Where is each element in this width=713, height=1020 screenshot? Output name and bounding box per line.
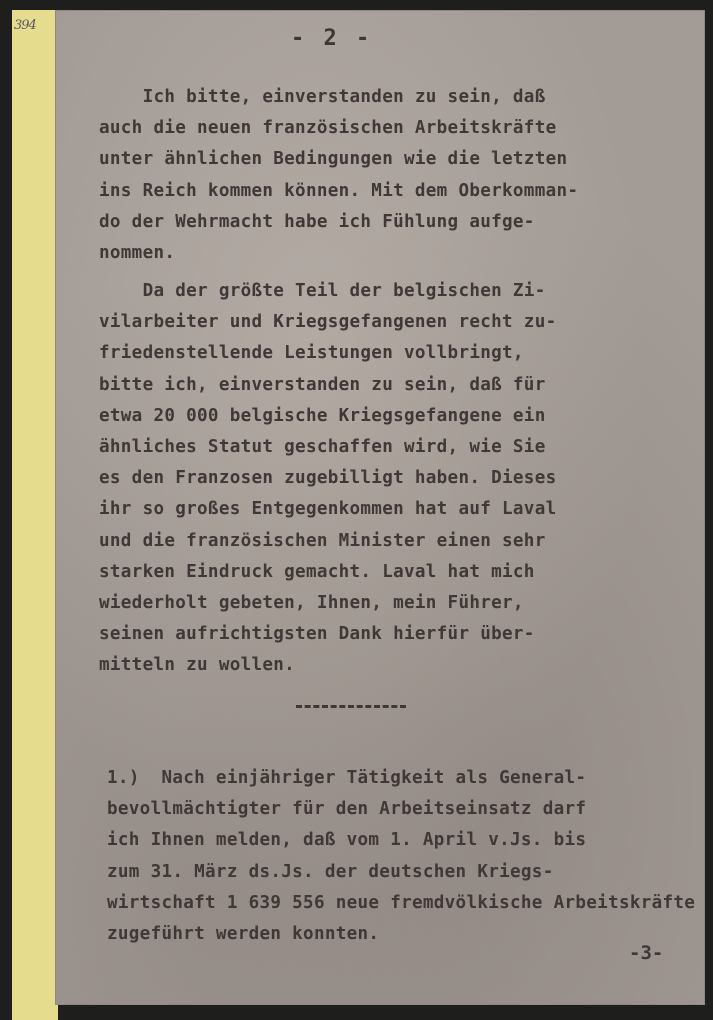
yellow-backing-paper	[12, 10, 58, 1020]
paragraph-report: 1.) Nach einjähriger Tätigkeit als General- bevollmächtigter für den Arbeitseinsatz darf ich Ihnen melden, daß vom 1. April v.Js. bis zum 31. März ds.Js. der deutschen Kriegs- wirtschaft 1 639 556 neue fremdvölkische Arbeitskräfte zugeführt werden konnten.	[107, 768, 696, 945]
section-separator	[296, 705, 406, 718]
paragraph-french-workers: Ich bitte, einverstanden zu sein, daß auch die neuen französischen Arbeitskräfte unter ähnlichen Bedingungen wie die letzten ins Reich kommen können. Mit dem Oberkomman- do der Wehrmacht habe ich Fühlung aufge- nommen.	[99, 87, 579, 264]
document-sheet	[55, 10, 705, 1005]
paragraph-belgian-prisoners: Da der größte Teil der belgischen Zi- vilarbeiter und Kriegsgefangenen recht zu- friedenstellende Leistungen vollbringt, bitte ich, einverstanden zu sein, daß für etwa 20 000 belgische Kriegsgefangene ein ähnliches Statut geschaffen wird, wie Sie es den Franzosen zugebilligt haben. Dieses ihr so großes Entgegenkommen hat auf Laval und die französischen Minister einen sehr starken Eindruck gemacht. Laval hat mich wiederholt gebeten, Ihnen, mein Führer, seinen aufrichtigsten Dank hierfür über- mitteln zu wollen.	[99, 281, 557, 676]
next-page-marker: -3-	[629, 942, 664, 964]
page-number: - 2 -	[291, 26, 373, 51]
archive-number: 394	[14, 18, 36, 33]
